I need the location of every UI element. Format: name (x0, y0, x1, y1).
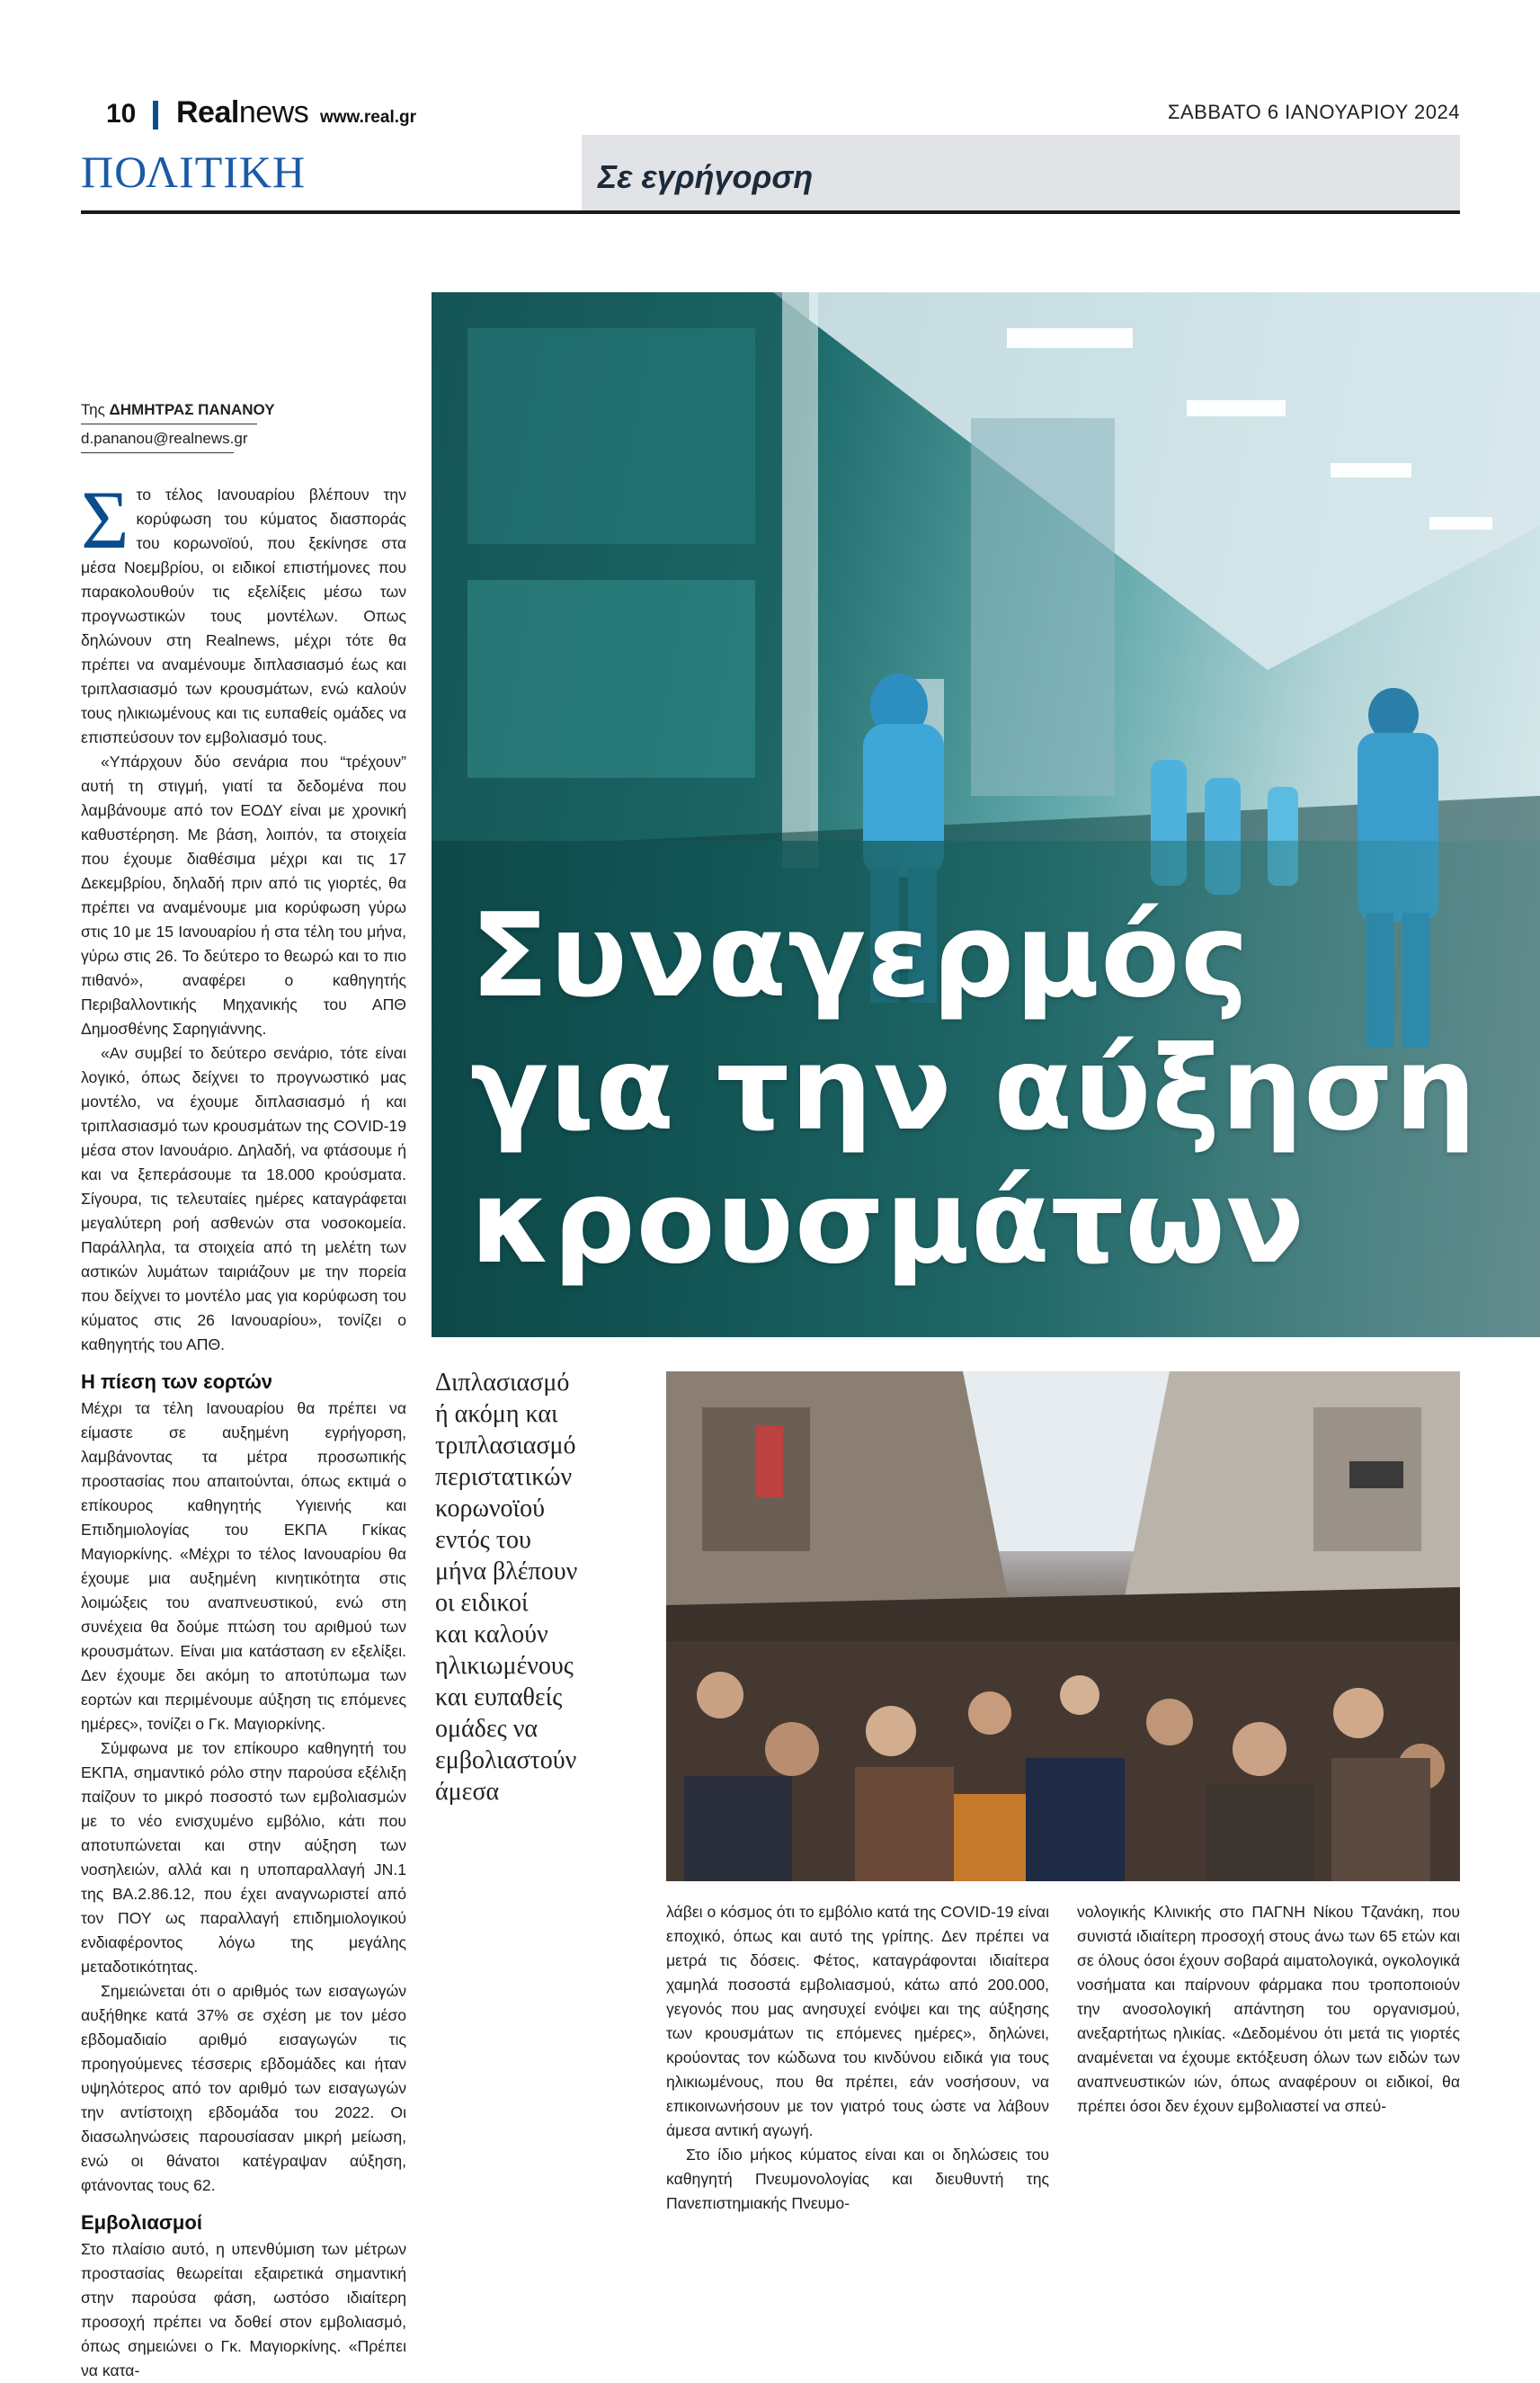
article-paragraph-text: το τέλος Ιανουαρίου βλέπουν την κορύφωση του κύματος διασποράς του κορωνοϊού, που ξεκίνησε στα μέσα Νοεμβρίου, οι ειδικοί επιστήμονες που παρακολουθούν τις εξελίξεις μέσω των προγνωστικών τους μοντέλων. Οπως δηλώνουν στη Realnews, μέχρι τότε θα πρέπει να αναμένουμε διπλασιασμό έως και τριπλασιασμό των κρουσμάτων, ενώ καλούν τους ηλικιωμένους και τις ευπαθείς ομάδες να επισπεύσουν τον εμβολιασμό τους. (81, 486, 406, 746)
pull-quote-line: οι ειδικοί (435, 1589, 529, 1617)
pull-quote-line: ηλικιωμένους (435, 1652, 574, 1680)
article-paragraph: λάβει ο κόσμος ότι το εμβόλιο κατά της COVID-19 είναι εποχικό, όπως και αυτό της γρίπης. Δεν πρέπει να μετρά τις δόσεις. Φέτος, καταγράφονται ιδιαίτερα χαμηλά ποσοστά εμβολιασμού, κάτω από 200.000, γεγονός που μας ανησυχεί ενόψει και της αύξησης των κρουσμάτων τις επόμενες ημέρες», δηλώνει, κρούοντας τον κώδωνα του κινδύνου ειδικά για τους ηλικιωμένους, που θα πρέπει, εάν νοσήσουν, να επικοινωνήσουν με τον γιατρό τους ώστε να λάβουν άμεσα αντική αγωγή. (666, 1903, 1049, 2139)
article-column-right (1077, 1900, 1460, 2119)
page-number: 10 (106, 99, 137, 129)
headline-line-3: κρουσμάτων (470, 1156, 1305, 1290)
byline-author: ΔΗΜΗΤΡΑΣ ΠΑΝΑΝΟΥ (109, 401, 275, 418)
crowd-street-photo (666, 1371, 1460, 1881)
pull-quote-line: περιστατικών (435, 1463, 573, 1491)
page-number-divider (153, 101, 158, 129)
main-headline (470, 889, 1478, 1290)
pull-quote-line: άμεσα (435, 1778, 500, 1806)
article-paragraph: νολογικής Κλινικής στο ΠΑΓΝΗ Νίκου Τζανάκη, που συνιστά ιδιαίτερη προσοχή στους άνω των 65 ετών και σε όλους όσοι έχουν σοβαρά αιματολογικά, ογκολογικά νοσήματα και παίρνουν φάρμακα που τροποποιούν την ανοσολογική απάντηση του οργανισμού, ανεξαρτήτως ηλικίας. «Δεδομένου ότι μετά τις γιορτές αναμένεται να έχουμε εκτόξευση όλων των ειδών των αναπνευστικών ιών, όπως αναφέρουν οι ειδικοί, θα πρέπει όσοι δεν έχουν εμβολιαστεί να σπεύ- (1077, 1903, 1460, 2115)
pull-quote-line: μήνα βλέπουν (435, 1557, 578, 1585)
pull-quote (435, 1367, 633, 1807)
article-column-middle (666, 1900, 1049, 2216)
issue-date: ΣΑΒΒΑΤΟ 6 ΙΑΝΟΥΑΡΙΟΥ 2024 (1167, 101, 1460, 123)
pull-quote-line: κορωνοϊού (435, 1495, 545, 1522)
article-paragraph: Στο πλαίσιο αυτό, η υπενθύμιση των μέτρων προστασίας θεωρείται εξαιρετικά σημαντική στην παρούσα φάση, ωστόσο ιδιαίτερη προσοχή πρέπει να δοθεί στον εμβολιασμό, όπως σημειώνει ο Γκ. Μαγιορκίνης. «Πρέπει να κατα- (81, 2240, 406, 2379)
article-column-left (81, 474, 406, 2383)
article-paragraph: Σημειώνεται ότι ο αριθμός των εισαγωγών αυξήθηκε κατά 37% σε σχέση με τον μέσο εβδομαδιαίο αριθμό εισαγωγών τις προηγούμενες τέσσερις εβδομάδες και ήταν υψηλότερος από τον αριθμό των εισαγωγών την αντίστοιχη εβδομάδα του 2022. Οι διασωληνώσεις παρουσίασαν μικρή μείωση, ενώ οι θάνατοι κατέγραψαν αύξηση, φτάνοντας τους 62. (81, 1982, 406, 2194)
article-paragraph: Στο ίδιο μήκος κύματος είναι και οι δηλώσεις του καθηγητή Πνευμονολογίας και διευθυντή της Πανεπιστημιακής Πνευμο- (666, 2146, 1049, 2212)
article-paragraph: «Αν συμβεί το δεύτερο σενάριο, τότε είναι λογικό, όπως δείχνει το προγνωστικό μας μοντέλο, να έχουμε διπλασιασμό ή και τριπλασιασμό των κρουσμάτων της COVID-19 μέσα στον Ιανουάριο. Δηλαδή, να φτάσουμε ή και να ξεπεράσουμε τα 18.000 κρούσματα. Σίγουρα, τις τελευταίες ημέρες καταγράφεται μεγαλύτερη ροή ασθενών στα νοσοκομεία. Παράλληλα, τα στοιχεία από τη μελέτη των αστικών λυμάτων ταιριάζουν με την πορεία που δείχνει το μοντέλο μας για κορύφωση του κύματος στις 26 Ιανουαρίου», τονίζει ο καθηγητής του ΑΠΘ. (81, 1044, 406, 1353)
section-title: ΠΟΛΙΤΙΚΗ (81, 147, 307, 197)
pull-quote-line: εμβολιαστούν (435, 1746, 577, 1774)
brand-logo-regular: news (238, 95, 309, 129)
pull-quote-line: Διπλασιασμό (435, 1369, 570, 1397)
headline-line-1: Συναγερμός (470, 889, 1251, 1023)
article-paragraph: Σύμφωνα με τον επίκουρο καθηγητή του ΕΚΠΑ, σημαντικό ρόλο στην παρούσα εξέλιξη παίζουν το μικρό ποσοστό των εμβολιασμών με το νέο ενισχυμένο εμβόλιο, κάτι που αποτυπώνεται και στην αύξηση των νοσηλειών, αλλά και η υποπαραλλαγή JN.1 της BA.2.86.12, που έχει αναγνωριστεί από τον ΠΟΥ ως παραλλαγή επιδημιολογικού ενδιαφέροντος λόγω της μεγάλης μεταδοτικότητας. (81, 1739, 406, 1976)
pull-quote-line: τριπλασιασμό (435, 1432, 576, 1459)
brand-logo (176, 95, 308, 130)
byline-prefix: Της (81, 401, 105, 418)
subheading: Εμβολιασμοί (81, 2211, 202, 2234)
pull-quote-line: ομάδες να (435, 1715, 539, 1743)
header-rule (81, 210, 1460, 214)
pull-quote-line: ή ακόμη και (435, 1400, 558, 1428)
pull-quote-line: και ευπαθείς (435, 1683, 563, 1711)
article-paragraph: Μέχρι τα τέλη Ιανουαρίου θα πρέπει να είμαστε σε αυξημένη εγρήγορση, λαμβάνοντας τα μέτρα προσωπικής προστασίας που απαιτούνται, όπως εκτιμά ο επίκουρος καθηγητής Υγιεινής και Επιδημιολογίας του ΕΚΠΑ Γκίκας Μαγιορκίνης. «Μέχρι το τέλος Ιανουαρίου θα έχουμε μια αυξημένη κινητικότητα στις λοιμώξεις του αναπνευστικού, ενώ στη συνέχεια θα δούμε πτώση του αριθμού των κρουσμάτων. Είναι μια κατάσταση εν εξελίξει. Δεν έχουμε δει ακόμη το αποτύπωμα των εορτών και περιμένουμε αύξηση τις επόμενες ημέρες», τονίζει ο Γκ. Μαγιορκίνης. (81, 1399, 406, 1733)
drop-cap: Σ (81, 474, 129, 566)
brand-logo-bold: Real (176, 95, 239, 129)
pull-quote-line: και καλούν (435, 1620, 548, 1648)
crowd-street-illustration (666, 1371, 1460, 1881)
subheading: Η πίεση των εορτών (81, 1370, 273, 1393)
article-paragraph (81, 474, 406, 750)
rubric-title: Σε εγρήγορση (598, 158, 814, 195)
author-email: d.pananou@realnews.gr (81, 430, 248, 447)
headline-line-2: για την αύξηση (470, 1022, 1478, 1156)
email-rule (81, 452, 234, 453)
pull-quote-line: εντός του (435, 1526, 531, 1554)
byline (81, 401, 275, 419)
brand-url: www.real.gr (320, 108, 416, 127)
article-paragraph: «Υπάρχουν δύο σενάρια που “τρέχουν” αυτή τη στιγμή, γιατί τα δεδομένα που λαμβάνουμε από τον ΕΟΔΥ είναι με χρονική καθυστέρηση. Με βάση, λοιπόν, τα στοιχεία που έχουμε διαθέσιμα μέχρι και τις 17 Δεκεμβρίου, δηλαδή πριν από τις γιορτές, θα πρέπει να αναμένουμε μια κορύφωση γύρω στις 10 με 15 Ιανουαρίου ή στα τέλη του μήνα, γύρω στις 26. Το δεύτερο το θεωρώ και το πιο πιθανό», αναφέρει ο καθηγητής Περιβαλλοντικής Μηχανικής του ΑΠΘ Δημοσθένης Σαρηγιάννης. (81, 753, 406, 1038)
